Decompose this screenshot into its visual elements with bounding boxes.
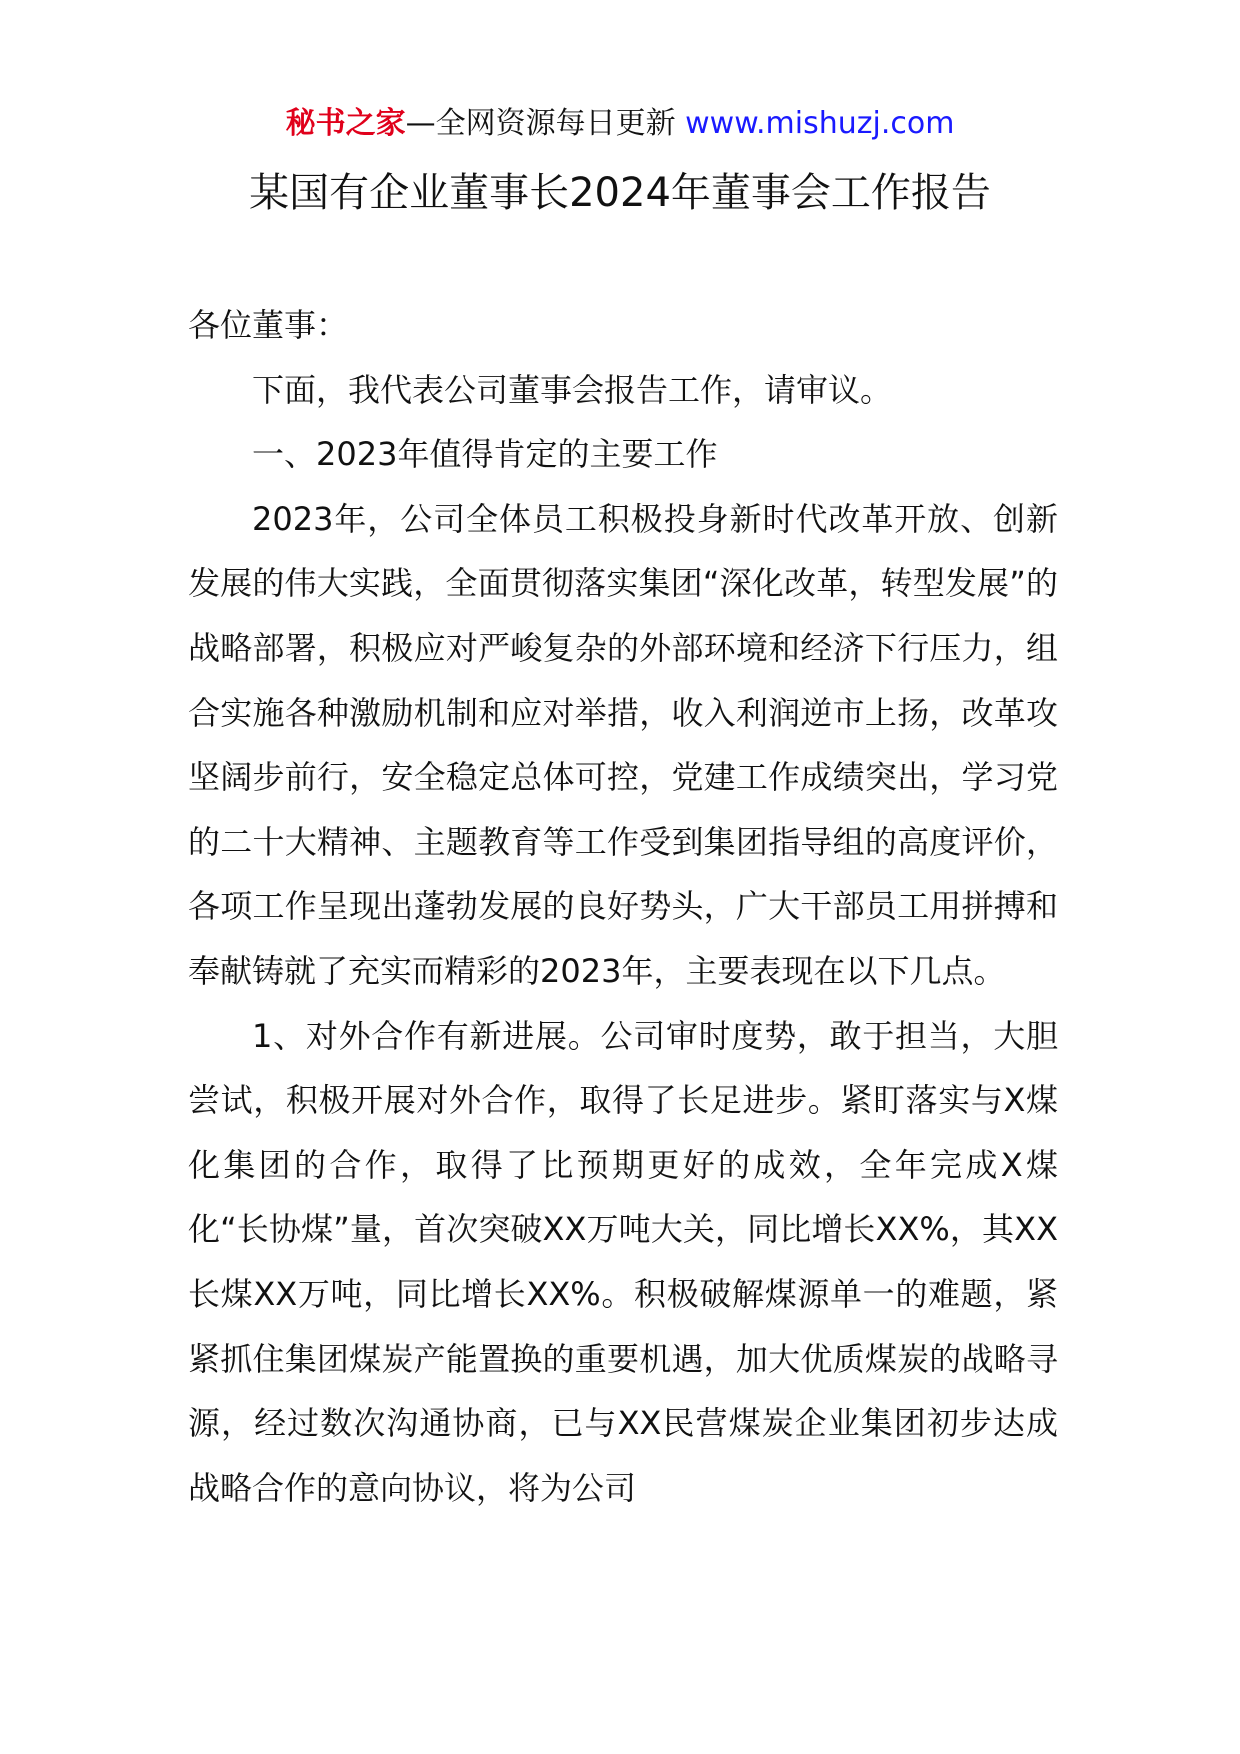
document-title: 某国有企业董事长2024年董事会工作报告 xyxy=(249,170,991,216)
site-url-link[interactable]: www.mishuzj.com xyxy=(685,106,955,141)
body-paragraph: 1、对外合作有新进展。公司审时度势，敢于担当，大胆尝试，积极开展对外合作，取得了长足进步。紧盯落实与X煤化集团的合作，取得了比预期更好的成效，全年完成X煤化“长协煤”量，首次突破XX万吨大关，同比增长XX%，其XX长煤XX万吨，同比增长XX%。积极破解煤源单一的难题，紧紧抓住集团煤炭产能置换的重要机遇，加大优质煤炭的战略寻源，经过数次沟通协商，已与XX民营煤炭企业集团初步达成战略合作的意向协议，将为公司 xyxy=(188,1016,1058,1507)
intro-paragraph: 下面，我代表公司董事会报告工作，请审议。 xyxy=(252,370,893,409)
document-body xyxy=(188,293,1058,1520)
section-heading: 一、2023年值得肯定的主要工作 xyxy=(252,435,718,474)
salutation: 各位董事： xyxy=(188,306,349,344)
site-header xyxy=(0,100,1240,148)
header-slogan: —全网资源每日更新 xyxy=(405,106,676,141)
body-paragraph: 2023年，公司全体员工积极投身新时代改革开放、创新发展的伟大实践，全面贯彻落实集团“深化改革，转型发展”的战略部署，积极应对严峻复杂的外部环境和经济下行压力，组合实施各种激励机制和应对举措，收入利润逆市上扬，改革攻坚阔步前行，安全稳定总体可控，党建工作成绩突出，学习党的二十大精神、主题教育等工作受到集团指导组的高度评价，各项工作呈现出蓬勃发展的良好势头，广大干部员工用拼搏和奉献铸就了充实而精彩的2023年，主要表现在以下几点。 xyxy=(188,499,1058,990)
brand-name: 秘书之家 xyxy=(285,106,406,141)
